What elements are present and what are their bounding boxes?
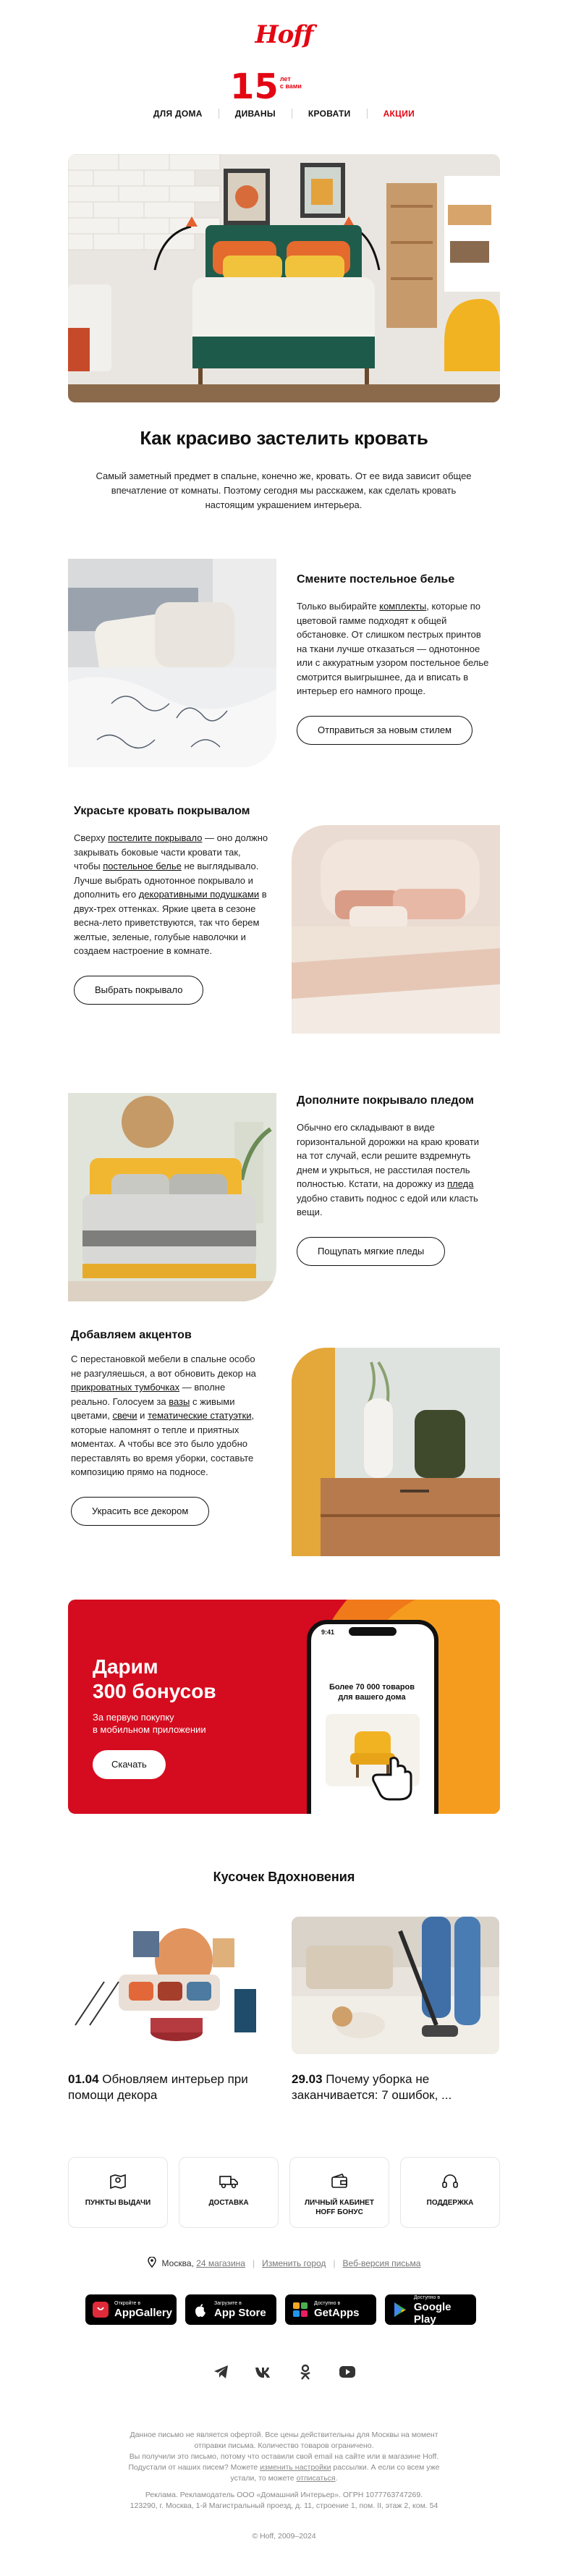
link-bedding-sets[interactable]: комплекты — [379, 601, 427, 612]
link-bedspread[interactable]: постелите покрывало — [108, 832, 203, 843]
section-text — [297, 599, 492, 698]
google-play-icon — [392, 2302, 408, 2318]
article-text: Почему уборка не заканчивается: 7 ошибок, ... — [292, 2072, 452, 2102]
decor-image[interactable] — [292, 1348, 500, 1556]
section-bed-linen — [297, 572, 492, 745]
badge-small-text: Доступно в — [413, 2294, 441, 2300]
text-part: Только выбирайте — [297, 601, 380, 612]
section-bedspread — [74, 803, 269, 1005]
getapps-icon — [292, 2302, 308, 2318]
location-bar: Москва, 24 магазина | Изменить город | Веб-версия письма — [0, 2257, 568, 2270]
download-button[interactable]: Скачать — [93, 1750, 166, 1779]
service-label: ДОСТАВКА — [208, 2199, 249, 2207]
ok-icon[interactable] — [294, 2361, 316, 2383]
section-blanket — [297, 1093, 492, 1266]
disclaimer-line — [0, 2462, 568, 2473]
vk-icon[interactable] — [253, 2361, 274, 2383]
bedspread-image[interactable] — [292, 825, 500, 1034]
disclaimer-line: Вы получили это письмо, потому что оставили свой email на сайте или в магазине Hoff. — [129, 2452, 439, 2461]
service-label: ЛИЧНЫЙ КАБИНЕТ HOFF БОНУС — [305, 2199, 374, 2216]
badge-small-text: Доступно в — [314, 2301, 341, 2306]
phone-text: Более 70 000 товаров для вашего дома — [328, 1683, 415, 1702]
web-version-link[interactable]: Веб-версия письма — [342, 2258, 421, 2268]
text-part: не выглядывало. Лучше выбрать однотонное покрывало и дополнить его — [74, 861, 259, 900]
bed-linen-image[interactable] — [68, 559, 276, 767]
google-play-badge[interactable] — [385, 2294, 476, 2325]
article-caption — [292, 2072, 499, 2103]
location-pin-icon — [148, 2257, 156, 2270]
stores-count-link[interactable]: 24 магазина — [196, 2258, 245, 2268]
badge-name: App Store — [214, 2307, 266, 2319]
wallet-icon — [290, 2172, 389, 2191]
phone-mockup — [307, 1620, 438, 1814]
advertiser-line: 123290, г. Москва, 1-й Магистральный проезд, д. 11, строение 1, пом. II, этаж 2, ком. 54 — [130, 2501, 438, 2510]
link-vases[interactable]: вазы — [169, 1395, 190, 1407]
city-name: Москва, — [161, 2258, 194, 2268]
article-intro: Самый заметный предмет в спальне, конечно же, кровать. От ее вида зависит общее впечатление от комнаты. Поэтому сегодня мы расскажем, как сделать кровать настоящим украшением интерьера. — [96, 470, 472, 510]
badge-name: GetApps — [314, 2307, 360, 2319]
disclaimer-line: отправки письма. Количество товаров ограничено. — [194, 2441, 374, 2450]
top-nav — [0, 109, 568, 119]
logo-text: Hoff — [255, 20, 313, 49]
app-promo-banner[interactable] — [68, 1600, 500, 1814]
article-image[interactable] — [68, 1917, 276, 2054]
section-title: Украсьте кровать покрывалом — [74, 805, 250, 817]
choose-bedspread-button[interactable]: Выбрать покрывало — [74, 976, 203, 1005]
chair-icon — [311, 1710, 434, 1811]
logo-years: лет с вами — [279, 75, 302, 90]
link-nightstands[interactable]: прикроватных тумбочках — [71, 1382, 180, 1393]
text-part: рассылки. А если со всем уже — [331, 2463, 440, 2472]
blanket-image[interactable] — [68, 1093, 276, 1301]
text-part: С перестановкой мебели в спальне особо не разгуляешься, а вот обновить декор на — [71, 1354, 256, 1379]
copyright: © Hoff, 2009–2024 — [252, 2532, 316, 2541]
text-part: в двух-трех оттенках. Яркие цвета в сезоне весна-лето приветствуются, так что берем желтые, зеленые, голубые наволочки и создаем настроение в комнате. — [74, 889, 267, 956]
link-decor-pillows[interactable]: декоративными подушками — [138, 889, 260, 900]
unsubscribe-link[interactable]: отписаться — [296, 2474, 336, 2483]
text-part: — вполне реально. Голосуем за — [71, 1382, 226, 1407]
support-link[interactable] — [400, 2157, 500, 2228]
text-part: и — [137, 1410, 148, 1421]
section-title: Добавляем акцентов — [71, 1329, 192, 1341]
nav-item-beds[interactable]: КРОВАТИ — [292, 109, 368, 119]
section-title: Смените постельное белье — [297, 573, 455, 586]
appgallery-badge[interactable] — [85, 2294, 177, 2325]
section-accents — [71, 1327, 266, 1526]
article-card-decor[interactable] — [68, 1917, 276, 2103]
inspiration-title: Кусочек Вдохновения — [213, 1870, 355, 1884]
change-city-link[interactable]: Изменить город — [262, 2258, 326, 2268]
truck-icon — [179, 2172, 278, 2191]
article-card-cleaning[interactable] — [292, 1917, 499, 2103]
badge-name: Google Play — [413, 2300, 452, 2326]
appgallery-icon — [93, 2302, 109, 2318]
text-part: Сверху — [74, 832, 109, 843]
link-figurines[interactable]: тематические статуэтки — [148, 1410, 252, 1421]
youtube-icon[interactable] — [336, 2361, 358, 2383]
phone-time: 9:41 — [321, 1629, 335, 1636]
text-part: удобно ставить поднос с едой или класть вещи. — [297, 1192, 478, 1217]
telegram-icon[interactable] — [211, 2361, 232, 2383]
badge-small-text: Загрузите в — [214, 2301, 242, 2306]
text-part: , которые напомнят о тепле и приятных моментах. А чтобы все это было удобно переставлять во время уборки, составьте композицию прямо на подносе. — [71, 1410, 255, 1477]
logo-anniversary — [0, 45, 568, 107]
section-text — [297, 1120, 492, 1220]
nav-item-home[interactable]: ДЛЯ ДОМА — [137, 109, 219, 119]
section-text — [74, 831, 269, 958]
badge-small-text: Откройте в — [114, 2301, 141, 2306]
text-part: с живыми цветами, — [71, 1395, 235, 1421]
phone-notch — [349, 1627, 397, 1636]
text-part: , которые по цветовой гамме подходят к общей обстановке. От слишком пестрых принтов на ткани лучше отказаться — однотонное или с аккуратным узором постельное белье смотрится выигрышнее, да и вписать в интерьер его намного проще. — [297, 601, 489, 696]
disclaimer-line — [0, 2473, 568, 2484]
service-links — [68, 2157, 500, 2228]
text-part: устали, то можете — [230, 2474, 297, 2483]
advertiser-info — [0, 2490, 568, 2512]
section-text — [71, 1352, 266, 1479]
pickup-points-link[interactable] — [68, 2157, 168, 2228]
link-bedding[interactable]: постельное белье — [103, 861, 182, 871]
headset-icon — [401, 2172, 499, 2191]
service-label: ПУНКТЫ ВЫДАЧИ — [85, 2199, 151, 2207]
nav-item-sofas[interactable]: ДИВАНЫ — [219, 109, 292, 119]
disclaimer-line: Данное письмо не является офертой. Все цены действительны для Москвы на момент — [130, 2431, 438, 2439]
map-pin-icon — [69, 2172, 167, 2191]
article-title: Как красиво застелить кровать — [140, 427, 428, 449]
text-part: Обычно его складывают в виде горизонтальной дорожки на краю кровати на тот случай, если решите вздремнуть днем и укрыться, не расстилая постель полностью. Кстати, на дорожку из — [297, 1122, 480, 1189]
article-text: Обновляем интерьер при помощи декора — [68, 2072, 248, 2102]
settings-link[interactable]: изменить настройки — [260, 2463, 331, 2472]
delivery-link[interactable] — [179, 2157, 279, 2228]
disclaimer — [0, 2430, 568, 2484]
text-part: Подустали от наших писем? Можете — [128, 2463, 260, 2472]
badge-name: AppGallery — [114, 2307, 173, 2319]
advertiser-line: Реклама. Рекламодатель ООО «Домашний Интерьер». ОГРН 1077763747269. — [145, 2491, 423, 2499]
section-title: Дополните покрывало пледом — [297, 1094, 474, 1107]
link-candles[interactable]: свечи — [112, 1410, 137, 1421]
service-label: ПОДДЕРЖКА — [426, 2199, 474, 2207]
account-link[interactable] — [289, 2157, 389, 2228]
promo-title: Дарим 300 бонусов — [93, 1655, 216, 1702]
nav-item-promo[interactable]: АКЦИИ — [383, 109, 415, 119]
article-date: 29.03 — [292, 2072, 323, 2086]
apple-icon — [192, 2302, 208, 2318]
app-store-badge[interactable] — [185, 2294, 276, 2325]
decor-button[interactable]: Украсить все декором — [71, 1497, 209, 1526]
link-blanket[interactable]: пледа — [447, 1178, 474, 1189]
text-part: . — [335, 2474, 338, 2483]
soft-blankets-button[interactable]: Пощупать мягкие пледы — [297, 1237, 445, 1266]
text-part: — оно должно закрывать боковые части кровати так, чтобы — [74, 832, 268, 871]
article-date: 01.04 — [68, 2072, 99, 2086]
logo-number: 15 — [230, 67, 279, 107]
social-links — [0, 2361, 568, 2383]
article-caption — [68, 2072, 276, 2103]
article-image[interactable] — [292, 1917, 499, 2054]
new-style-button[interactable]: Отправиться за новым стилем — [297, 716, 472, 745]
hero-image[interactable] — [68, 154, 500, 402]
getapps-badge[interactable] — [285, 2294, 376, 2325]
app-store-badges — [85, 2294, 476, 2325]
promo-subtitle: За первую покупку в мобильном приложении — [93, 1712, 206, 1735]
